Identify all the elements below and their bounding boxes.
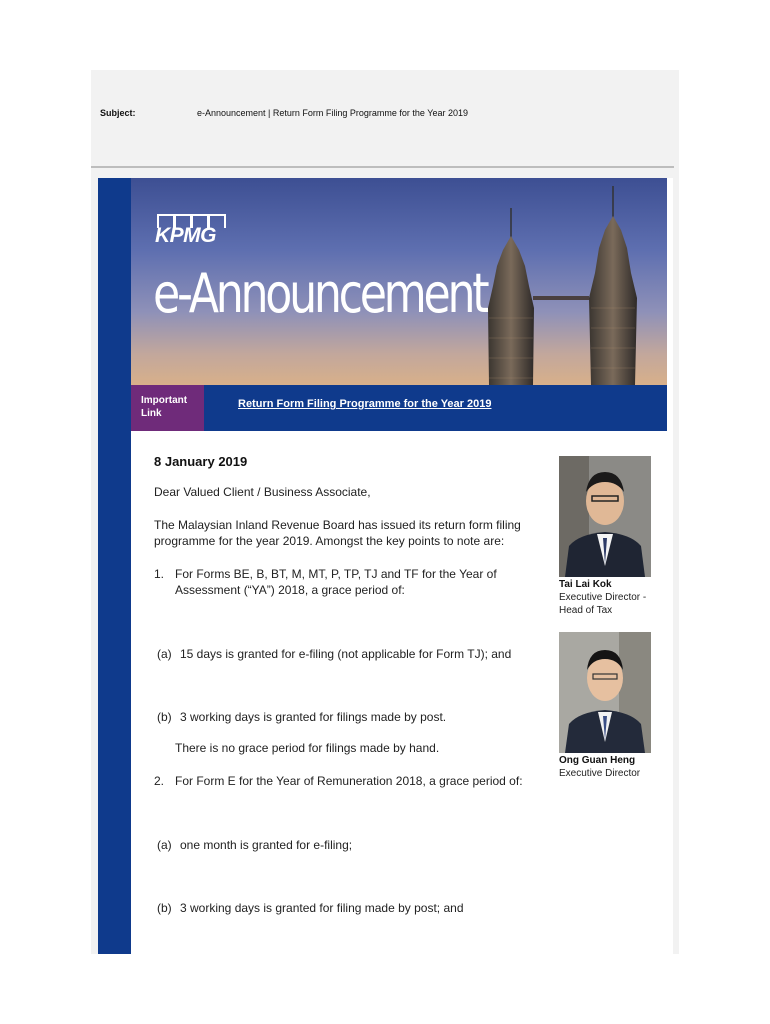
email-page: [91, 70, 679, 954]
sub-list-text: one month is granted for e-filing;: [180, 838, 353, 852]
contact-name: Ong Guan Heng: [559, 755, 636, 766]
email-body: [98, 178, 673, 954]
list-item: [154, 566, 524, 598]
contact-title: Executive Director: [559, 768, 641, 779]
sub-list-letter: (b): [157, 901, 172, 915]
return-form-programme-link[interactable]: Return Form Filing Programme for the Year 2019: [238, 398, 492, 410]
banner-title: e-Announcement: [153, 262, 487, 325]
portrait-photo: [559, 632, 651, 753]
sub-list-item: [157, 646, 524, 662]
sub-list-text: 15 days is granted for e-filing (not applicable for Form TJ); and: [180, 647, 512, 661]
contact-card: [559, 578, 669, 617]
petronas-towers-image: [471, 178, 667, 385]
article-body: [154, 454, 524, 916]
list-item: [154, 773, 524, 789]
sub-list-item: [157, 900, 524, 916]
kpmg-logo: KPMG: [155, 224, 216, 247]
left-accent-bar: [98, 178, 131, 954]
contact-title: Executive Director - Head of Tax: [559, 592, 647, 616]
greeting: Dear Valued Client / Business Associate,: [154, 485, 371, 499]
sub-list-item: [157, 709, 524, 725]
contact-card: [559, 754, 669, 780]
intro-paragraph: The Malaysian Inland Revenue Board has issued its return form filing programme for the year 2019. Amongst the key points to note are:: [154, 518, 521, 548]
banner: [131, 178, 667, 385]
list-number: 2.: [154, 774, 165, 788]
sub-list-item: [157, 837, 524, 853]
nav-strip: [131, 385, 667, 431]
portrait-photo: [559, 456, 651, 577]
avatar: [559, 632, 651, 753]
list-text: For Form E for the Year of Remuneration 2018, a grace period of:: [175, 774, 523, 788]
contact-name: Tai Lai Kok: [559, 579, 612, 590]
article-date: 8 January 2019: [154, 454, 248, 469]
avatar: [559, 456, 651, 577]
sub-list-letter: (a): [157, 647, 172, 661]
grace-period-note: There is no grace period for filings made by hand.: [175, 741, 440, 755]
sub-list-letter: (a): [157, 838, 172, 852]
subject-divider: [91, 166, 674, 168]
subject-label: Subject:: [100, 108, 136, 118]
subject-value: e-Announcement | Return Form Filing Programme for the Year 2019: [197, 108, 468, 118]
list-number: 1.: [154, 567, 165, 581]
sub-list-text: 3 working days is granted for filings made by post.: [180, 710, 447, 724]
important-link-label: Important Link: [131, 385, 204, 431]
sub-list-text: 3 working days is granted for filing made by post; and: [180, 901, 464, 915]
list-text: For Forms BE, B, BT, M, MT, P, TP, TJ and TF for the Year of Assessment (“YA”) 2018, a grace period of:: [175, 567, 497, 597]
sub-list-letter: (b): [157, 710, 172, 724]
